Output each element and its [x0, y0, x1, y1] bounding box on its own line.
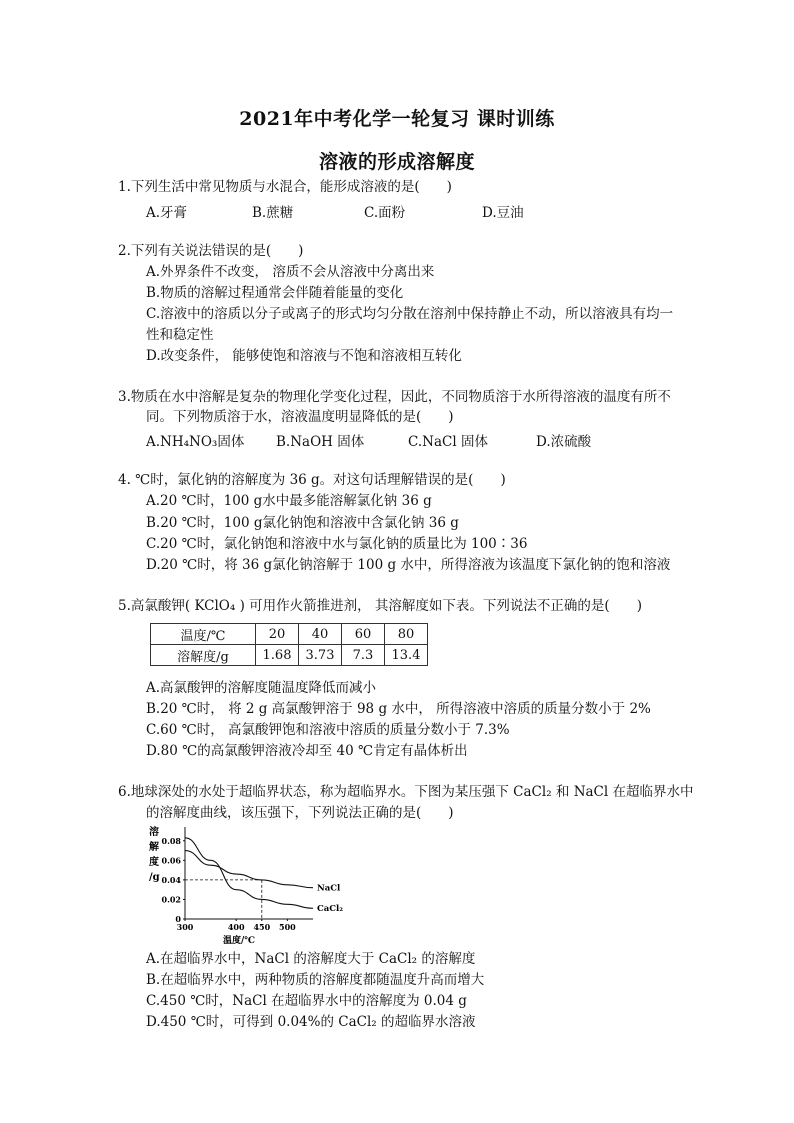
table-cell: 60 [342, 624, 385, 645]
table-cell: 40 [299, 624, 342, 645]
series-label: NaCl [317, 883, 341, 894]
table-cell: 3.73 [299, 645, 342, 666]
q4-option-d: D.20 ℃时，将 36 g氯化钠溶解于 100 g 水中，所得溶液为该温度下氯化钠的饱和溶液 [146, 557, 671, 573]
table-header-temperature: 温度/℃ [151, 624, 256, 645]
q1-option-d: D.豆油 [482, 205, 524, 221]
page-subtitle: 溶液的形成溶解度 [318, 151, 475, 173]
table-cell: 20 [256, 624, 299, 645]
y-tick-label: 0.08 [161, 835, 181, 846]
q4-option-c: C.20 ℃时，氯化钠饱和溶液中水与氯化钠的质量比为 100∶36 [146, 536, 528, 552]
q6-option-d: D.450 ℃时，可得到 0.04%的 CaCl₂ 的超临界水溶液 [146, 1014, 476, 1030]
x-axis-label: 温度/℃ [222, 936, 256, 946]
x-tick-label: 400 [227, 922, 245, 932]
q3-stem: 3.物质在水中溶解是复杂的物理化学变化过程，因此，不同物质溶于水所得溶液的温度有所不 [118, 389, 671, 405]
q2-option-c: C.溶液中的溶质以分子或离子的形式均匀分散在溶剂中保持静止不动，所以溶液具有均一 [146, 306, 674, 322]
y-axis-label-char: 度 [149, 857, 159, 868]
y-tick-label: 0 [175, 914, 181, 924]
q6-stem-cont: 的溶解度曲线，该压强下，下列说法正确的是( ) [146, 805, 454, 821]
q5-stem: 5.高氯酸钾( KClO₄ ) 可用作火箭推进剂， 其溶解度如下表。下列说法不正确的是( ) [118, 598, 642, 614]
solubility-table [150, 623, 428, 666]
page-title: 2021年中考化学一轮复习 课时训练 [239, 108, 555, 130]
q6-stem: 6.地球深处的水处于超临界状态，称为超临界水。下图为某压强下 CaCl₂ 和 NaCl 在超临界水中 [118, 784, 694, 800]
y-tick-label: 0.04 [161, 874, 181, 885]
table-header-solubility: 溶解度/g [151, 645, 256, 666]
q1-option-c: C.面粉 [364, 205, 406, 221]
q5-option-a: A.高氯酸钾的溶解度随温度降低而减小 [146, 680, 377, 696]
table-cell: 13.4 [385, 645, 428, 666]
table-cell: 80 [385, 624, 428, 645]
x-tick-label: 300 [176, 922, 194, 932]
x-tick-label: 450 [253, 922, 271, 932]
q2-option-b: B.物质的溶解过程通常会伴随着能量的变化 [146, 285, 404, 301]
y-axis-label-char: 解 [149, 842, 159, 853]
table-cell: 7.3 [342, 645, 385, 666]
solubility-curve-chart [145, 823, 343, 948]
q5-option-d: D.80 ℃的高氯酸钾溶液冷却至 40 ℃肯定有晶体析出 [146, 743, 468, 759]
q3-option-c: C.NaCl 固体 [408, 434, 488, 450]
series-line-nacl [185, 851, 313, 888]
q3-option-d: D.浓硫酸 [536, 434, 592, 450]
q4-option-b: B.20 ℃时，100 g氯化钠饱和溶液中含氯化钠 36 g [146, 515, 459, 531]
x-tick-label: 500 [279, 922, 296, 932]
q6-option-b: B.在超临界水中，两种物质的溶解度都随温度升高而增大 [146, 972, 485, 988]
q3-stem-cont: 同。下列物质溶于水，溶液温度明显降低的是( ) [146, 409, 454, 425]
table-cell: 1.68 [256, 645, 299, 666]
q6-option-a: A.在超临界水中，NaCl 的溶解度大于 CaCl₂ 的溶解度 [146, 951, 476, 967]
y-axis-label-char: 溶 [149, 827, 159, 838]
q2-option-a: A.外界条件不改变， 溶质不会从溶液中分离出来 [146, 264, 435, 280]
q2-option-c-cont: 性和稳定性 [146, 327, 214, 343]
y-tick-label: 0.02 [161, 894, 181, 905]
q3-option-a: A.NH₄NO₃固体 [146, 434, 245, 450]
q2-stem: 2.下列有关说法错误的是( ) [118, 243, 304, 259]
q5-option-b: B.20 ℃时， 将 2 g 高氯酸钾溶于 98 g 水中， 所得溶液中溶质的质量分数小于 2% [146, 701, 651, 717]
series-label: CaCl₂ [317, 904, 343, 915]
q3-option-b: B.NaOH 固体 [276, 434, 365, 450]
y-tick-label: 0.06 [161, 855, 181, 866]
table-row [151, 624, 428, 645]
q1-option-b: B.蔗糖 [252, 205, 294, 221]
table-row [151, 645, 428, 666]
y-axis-label-char: /g [149, 872, 160, 883]
series-line-cacl2 [185, 838, 313, 908]
q2-option-d: D.改变条件， 能够使饱和溶液与不饱和溶液相互转化 [146, 348, 462, 364]
q4-stem: 4. ℃时，氯化钠的溶解度为 36 g。对这句话理解错误的是( ) [118, 472, 506, 488]
q5-option-c: C.60 ℃时， 高氯酸钾饱和溶液中溶质的质量分数小于 7.3% [146, 722, 510, 738]
q4-option-a: A.20 ℃时，100 g水中最多能溶解氯化钠 36 g [146, 493, 432, 509]
q1-stem: 1.下列生活中常见物质与水混合，能形成溶液的是( ) [118, 179, 452, 195]
q6-option-c: C.450 ℃时，NaCl 在超临界水中的溶解度为 0.04 g [146, 993, 467, 1009]
q1-option-a: A.牙膏 [146, 205, 188, 221]
